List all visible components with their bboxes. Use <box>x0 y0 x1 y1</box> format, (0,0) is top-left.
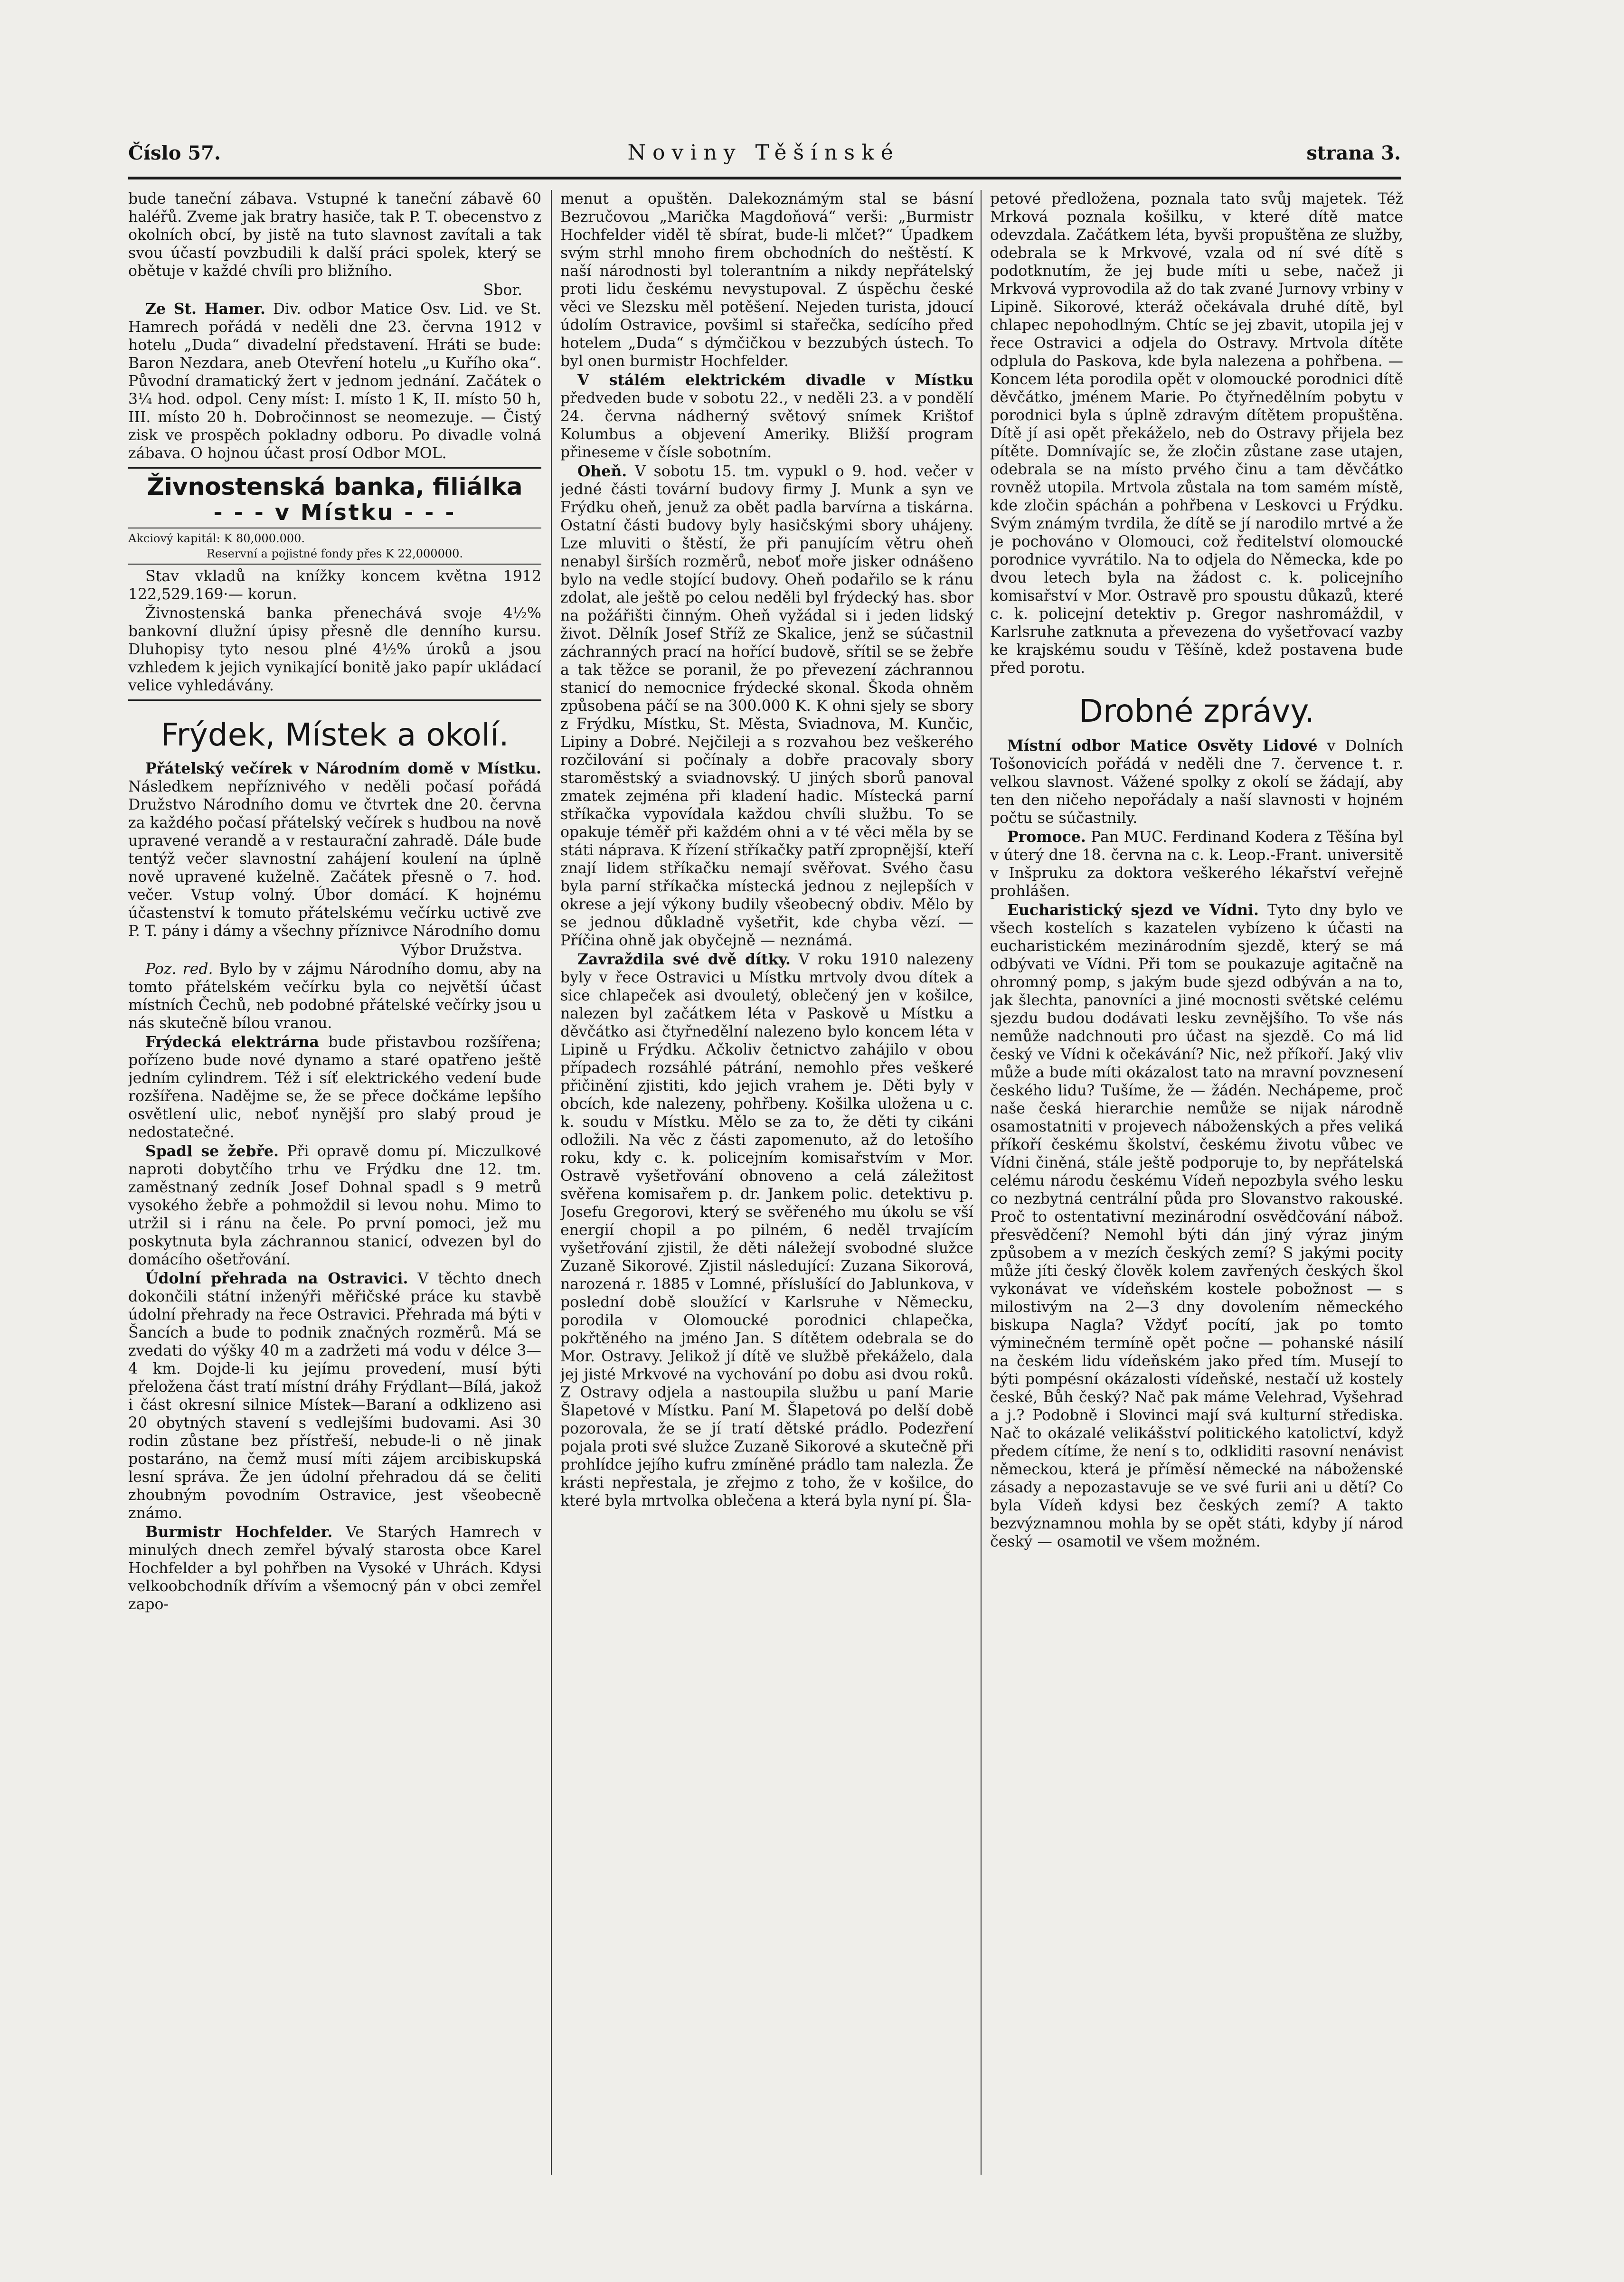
article-lead: Burmistr Hochfelder. <box>145 1523 333 1541</box>
article-signature: Sbor. <box>483 282 522 299</box>
article-text: Div. odbor Matice Osv. Lid. ve St. Hamrech pořádá v neděli dne 23. června 1912 v hotelu „Duda“ divadelní představení. Hráti se bude: Baron Nezdara, aneb Otevření hotelu „u Kuřího oka“. Původní dramatický žert v jednom jednání. Začátek o 3¼ hod. odpol. Ceny míst: I. místo 1 K, II. místo 50 h, III. místo 20 h. Dobročinnost se neomezuje. — Čistý zisk ve prospěch pokladny odboru. Po divadle volná zábava. O hojnou účast prosí Odbor MOL. <box>128 301 541 462</box>
article-text: bude přistavbou rozšířena; pořízeno bude nové dynamo a staré opatřeno ještě jedním cylindrem. Též i síť elektrického vedení bude rozšířena. Nadějme se, že se přece dočkáme lepšího osvětlení ulic, neboť nynější pro slabý proud je nedostatečné. <box>128 1034 541 1141</box>
ad-subtitle: - - - v Místku - - - <box>213 500 456 525</box>
section-title: Frýdek, Místek a okolí. <box>161 717 509 753</box>
article-signature: Výbor Družstva. <box>400 942 522 959</box>
section-title: Drobné zprávy. <box>1079 693 1314 729</box>
article <box>128 300 541 462</box>
article <box>990 737 1403 827</box>
column-2 <box>560 190 973 2232</box>
article-text: předveden bude v sobotu 22., v neděli 23. a v pondělí 24. června nádherný světový snímek Krištof Kolumbus a objevení Ameriky. Bližší program přineseme v čísle sobotním. <box>560 390 973 461</box>
divider <box>128 564 541 565</box>
article-lead: Ze St. Hamer. <box>145 300 265 318</box>
article-lead: Zavraždila své dvě dítky. <box>577 951 791 968</box>
article-text: Bylo by v zájmu Národního domu, aby na tomto přátelském večírku byla co největší účast místních Čechů, neb podobné přátelské večírky jsou u nás skutečně bílou vranou. <box>128 961 541 1032</box>
ad-text: Živnostenská banka přenechává svoje 4½% bankovní dlužní úpisy přesně dle denního kursu. Dluhopisy tyto nesou plné 4½% úroků a jsou vzhledem k jejich vynikající bonitě jako papír ukládací velice vyhledávány. <box>128 605 541 694</box>
article-text: Ve Starých Hamrech v minulých dnech zemřel bývalý starosta obce Karel Hochfelder a byl pohřben na Vysoké v Uhrách. Kdysi velkoobchodník dřívím a všemocný pán v obci zemřel zapo- <box>128 1524 541 1613</box>
article-text: V těchto dnech dokončili státní inženýři měřičské práce ku stavbě údolní přehrady na řece Ostravici. Přehrada má býti v Šancích a bude to podnik značných rozměrů. Má se zvedati do výšky 40 m a zadržeti má vodu v délce 3—4 km. Dojde-li ku jejímu provedení, musí býti přeložena část tratí místní dráhy Frýdlant—Bílá, jakož i část okresní silnice Místek—Baraní a odklizeno asi 20 obytných stavení s vedlejšími budovami. Asi 30 rodin zůstane bez přístřeší, nebude-li o ně jinak postaráno, na čemž musí míti zájem arcibiskupská lesní správa. Že jen údolní přehradou dá se čeliti zhoubným povodním Ostravice, jest všeobecně známo. <box>128 1270 541 1522</box>
article-text: menut a opuštěn. Dalekoznámým stal se básní Bezručovou „Marička Magdoňová“ verši: „Burmistr Hochfelder viděl tě sbírat, bude-li mlčet?“ Úpadkem svým strhl mnoho firem obchodních do neštěstí. K naší národnosti byl tolerantním a nikdy nepřátelský proti lidu českému nevystupoval. Z úspěchu české věci ve Slezsku měl potěšení. Nejeden turista, jdoucí údolím Ostravice, povšiml si stařečka, sedícího před hotelem „Duda“ s dýmčičkou v bezzubých ústech. To byl onen burmistr Hochfelder. <box>560 190 973 370</box>
article <box>128 1142 541 1269</box>
article-text: v Dolních Tošonovicích pořádá v neděli dne 7. července t. r. velkou slavnost. Vážené spolky z okolí se žádají, aby ten den ničeho nepořádaly a naší slavnosti v hojném počtu se súčastnily. <box>990 737 1403 827</box>
article-lead: Promoce. <box>1007 828 1086 846</box>
article <box>128 1523 541 1613</box>
issue-number: Číslo 57. <box>128 142 221 164</box>
article-lead: Místní odbor Matice Osvěty Lidové <box>1007 737 1318 754</box>
article-lead: Spadl se žebře. <box>145 1142 279 1160</box>
article-lead: Poz. red. <box>145 961 213 978</box>
article-text: Při opravě domu pí. Miczulkové naproti dobytčího trhu ve Frýdku dne 12. tm. zaměstnaný zedník Josef Dohnal spadl s 9 metrů vysokého žebře a pohmoždil si levou nohu. Mimo to utržil si i ránu na čele. Po první pomoci, jež mu poskytnuta byla záchrannou stanicí, odvezen byl do domácího ošetřování. <box>128 1143 541 1268</box>
article-text: Tyto dny bylo ve všech kostelích s kazatelen vybízeno k účasti na eucharistickém mezinárodním sjezdě, který se má odbývati ve Vídni. Při tom se poukazuje agitačně na ohromný pomp, s jakým bude sjezd odbýván a na to, jak šlechta, panovníci a jiné mocnosti světské celému sjezdu budou dodávati lesku zevnějšího. To vše nás nemůže nadchnouti pro účast na sjezdě. Co má lid český ve Vídni k očekávání? Nic, než příkoří. Jaký vliv může a bude míti okázalost tato na mravní povznesení českého lidu? Tušíme, že — žádén. Nechápeme, proč naše česká hierarchie nemůže se nijak národně osamostatniti v projevech náboženských a přes veliká příkoří českému školství, českému životu vůbec ve Vídni činěná, stále ještě podporuje to, by nepřátelská celému národu českému Vídeň nepozbyla svého lesku co nezbytná centrální půda pro Slovanstvo rakouské. Proč to ostentativní mezinárodní osvědčování nábož. přesvědčení? Nemohl býti dán jiný výraz jiným způsobem a v mezích českých zemí? S jakými pocity může jíti český člověk kolem zavřených českých škol vykonávat ve vídeňském kostele pobožnost — s milostivým na 2—3 dny dovolením německého biskupa Nagla? Vždyť pocítí, jak po tomto výminečném termíně opět počne — pohanské násilí na českém lidu vídeňském jako před tím. Musejí to býti pompésní okázalosti vídeňské, nestačí už kostely české, Bůh český? Nač pak máme Velehrad, Vyšehrad a j.? Podobně i Slovinci mají svá kulturní střediska. Nač to okázalé velikášství politického katolictví, když předem cítíme, že není s to, odkliditi rasovní nenávist německou, která je příměsí německé na náboženské zásady a nepozastavuje se ve své furii ani u dětí? Co byla Vídeň kdysi bez českých zemí? A takto bezvýznamnou mohla by se opět státi, kdyby jí národ český — osamotil ve všem možném. <box>990 902 1403 1550</box>
article <box>990 828 1403 900</box>
ad-capital: Akciový kapitál: K 80,000.000. <box>128 532 305 545</box>
article <box>560 462 973 950</box>
article-text: Pan MUC. Ferdinand Kodera z Těšína byl v úterý dne 18. června na c. k. Leop.-Frant. universitě v Inšpruku za doktora veškerého lékařství veřejně prohlášen. <box>990 829 1403 900</box>
column-divider-1 <box>551 190 552 2175</box>
article-text: V roku 1910 nalezeny byly v řece Ostravici u Místku mrtvoly dvou dítek a sice chlapeček asi dvouletý, oblečený jen v košilce, nalezen byl začátkem léta v Paskově u Místku a děvčátko asi čtyřnedělní nalezeno bylo koncem léta v Lipině u Frýdku. Ačkoliv četnictvo zahájilo v obou případech rozsáhlé pátrání, nemohlo přes veškeré přičinění zjistiti, kdo jejich vrahem je. Děti byly v obcích, kde nalezeny, pohřbeny. Košilka uložena u c. k. soudu v Místku. Mělo se za to, že děti ty cikáni odložili. Na věc z části zapomenuto, až do letošího roku, kdy c. k. policejním komisařstvím v Mor. Ostravě vyšetřování obnoveno a celá záležitost svěřena komisařem p. dr. Jankem polic. detektivu p. Josefu Gregorovi, který se svěřeného mu úkolu se vší energií chopil a po pilném, 6 neděl trvajícím vyšetřování zjistil, že děti náležejí svobodné služce Zuzaně Sikorové. Zjistil následující: Zuzana Sikorová, narozená r. 1885 v Lomné, příslušící do Jablunkova, v poslední době sloužící v Karlsruhe v Německu, porodila v Olomoucké porodnici chlapečka, pokřtěného na jméno Jan. S dítětem odebrala se do Mor. Ostravy. Jelikož jí dítě ve službě překáželo, dala jej jisté Mrkvové na vychování po dobu asi dvou roků. Z Ostravy odjela a nastoupila službu u paní Marie Šlapetové v Místku. Paní M. Šlapetová po delší době pozorovala, že se jí tratí dětské prádlo. Podezření pojala proti své služce Zuzaně Sikorové a skutečně při prohlídce jejího kufru zmíněné prádlo tam nalezla. Že krásti nepřestala, je zřejmo z toho, že v košilce, do které byla mrtvolka oblečena a která byla nyní pí. Šla- <box>560 951 973 1509</box>
article-lead: Údolní přehrada na Ostravici. <box>145 1270 408 1287</box>
header-rule <box>128 177 1401 179</box>
divider <box>128 699 541 701</box>
article <box>560 371 973 462</box>
article-lead: Eucharistický sjezd ve Vídni. <box>1007 901 1259 919</box>
article-text: petové předložena, poznala tato svůj majetek. Též Mrková poznala košilku, v které dítě matce odevzdala. Začátkem léta, byvši propuštěna ze služby, odebrala se k Mrkvové, vzala od ní své dítě s podotknutím, že jej bude míti u sebe, načež ji Mrkvová vyprovodila až do tak zvané Jurnovy vrbiny v Lipině. Sikorové, kteráž očekávala druhé dítě, byl chlapec nepohodlným. Chtíc se jej zbavit, utopila jej v řece Ostravici a odjela do Ostravy. Mrtvola dítěte odplula do Paskova, kde byla nalezena a pohřbena. — Koncem léta porodila opět v olomoucké porodnici dítě děvčátko, jménem Marie. Po čtyřnedělním pobytu v porodnici byla s úplně zdravým dítětem propuštěna. Dítě jí asi opět překáželo, neb do Ostravy přijela bez pítěte. Domnívajíc se, že zločin zůstane zase utajen, odebrala se na místo prvého činu a tam děvčátko rovněž utopila. Mrtvola zůstala na tom samém místě, kde zločin spáchán a pohřbena v Leskovci u Frýdku. Svým známým tvrdila, že dítě se jí narodilo mrtvé a že je pochováno v Olomouci, což ředitelství olomoucké porodnice vyvrátilo. Na to odjela do Německa, kde po dvou letech byla na žádost c. k. policejního komisařství v Mor. Ostravě pro spoustu důkazů, které c. k. policejní detektiv p. Gregor nashromáždil, v Karlsruhe zatknuta a převezena do vyšetřovací vazby ke krajskému soudu v Těšíně, kdež postavena bude před porotu. <box>990 190 1403 677</box>
page-number: strana 3. <box>1306 142 1401 164</box>
page-header <box>128 141 1401 179</box>
article-text: bude taneční zábava. Vstupné k taneční zábavě 60 haléřů. Zveme jak bratry hasiče, tak P. T. obecenstvo z okolních obcí, by jistě na tuto slavnost zavítali a tak svou účastí povzbudili k další práci spolek, který se obětuje v každé chvíli pro bližního. <box>128 190 541 280</box>
article <box>990 901 1403 1551</box>
column-3 <box>990 190 1403 2232</box>
article <box>128 760 541 940</box>
newspaper-title: Noviny Těšínské <box>627 141 900 165</box>
column-divider-2 <box>981 190 982 2175</box>
column-1 <box>128 190 541 2232</box>
article <box>560 951 973 1510</box>
ad-text: Stav vkladů na knížky koncem května 1912 122,529.169·— korun. <box>128 568 541 603</box>
article-lead: Oheň. <box>577 462 627 480</box>
article-lead: V stálém elektrickém divadle v Místku <box>577 371 973 389</box>
ad-title: Živnostenská banka, filiálka <box>147 473 523 500</box>
ad-funds: Reservní a pojistné fondy přes K 22,000000. <box>207 547 463 560</box>
article-text: Následkem nepříznivého v neděli počasí pořádá Družstvo Národního domu ve čtvrtek dne 20. června za každého počasí přátelský večírek s hudbou na nově upravené verandě a v restaurační zahradě. Dále bude tentýž večer slavnostní zahájení koulení na úplně nově upravené kuželně. Začátek přesně o 7. hod. večer. Vstup volný. Úbor domácí. K hojnému účastenství k tomuto přátelskému večírku uctivě zve P. T. pány i dámy a všechny příznivce Národního domu <box>128 778 541 940</box>
article-lead: Přátelský večírek v Národním domě v Místku. <box>145 760 541 777</box>
article <box>128 960 541 1032</box>
article-text: V sobotu 15. tm. vypukl o 9. hod. večer v jedné části tovární budovy firmy J. Munk a syn ve Frýdku oheň, jenuž za obět padla barvírna a tiskárna. Ostatní části budovy byly hasičskými sbory uhájeny. Lze mluviti o štěstí, že při panujícím větru oheň nenabyl širších rozměrů, neboť moře jisker odnášeno bylo na vedle stojící budovy. Oheň podařilo se k ránu zdolat, ale ještě po celou neděli byl frýdecký has. sbor na požářišti činným. Oheň vyžádal si i jeden lidský život. Dělník Josef Stříž ze Skalice, jenž se súčastnil záchranných prací na hořící budově, sřítil se se žebře a tak těžce se poranil, že po převezení záchrannou stanicí do nemocnice frýdecké skonal. Škoda ohněm způsobena páčí se na 300.000 K. K ohni sjely se sbory z Frýdku, Místku, St. Města, Sviadnova, M. Kunčic, Lipiny a Dobré. Nejčileji a s rozvahou bez veškerého rozčilování si počínaly a dobře pracovaly sbory staroměstský a sviadnovský. U jiných sborů panoval zmatek zejména při kladení hadic. Místecká parní stříkačka vypovídala každou chvíli službu. To se opakuje téměř při každém ohni a v té věci měla by se státi náprava. K řízení stříkačky patří zpropnější, kteří znají lidem stříkačku nemají svěřovat. Svého času byla parní stříkačka místecká jednou z nejlepších v okrese a její výkony budily všeobecný obdiv. Mělo by se jednou důkladně vyšetřit, kde chyba vězí. — Příčina ohně jak obyčejně — neznámá. <box>560 463 973 949</box>
article <box>128 1033 541 1141</box>
article <box>128 1270 541 1522</box>
divider <box>128 467 541 469</box>
article-lead: Frýdecká elektrárna <box>145 1033 319 1051</box>
